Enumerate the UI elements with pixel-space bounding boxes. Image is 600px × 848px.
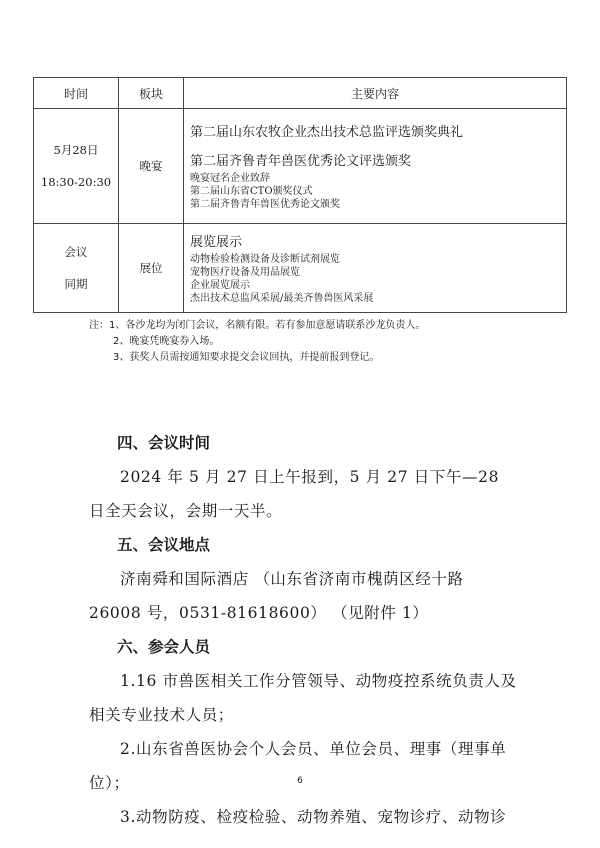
attendee-item: 3.动物防疫、检疫检验、动物养殖、宠物诊疗、动物诊 (120, 808, 507, 826)
header-block: 板块 (119, 78, 184, 109)
row2-item: 企业展览展示 (190, 279, 250, 291)
table-row (34, 109, 567, 224)
section-heading-time: 四、会议时间 (117, 434, 211, 452)
row1-block: 晚宴 (119, 109, 184, 224)
row1-title1: 第二届山东农牧企业杰出技术总监评选颁奖典礼 (190, 124, 464, 140)
row1-date: 5月28日 (53, 143, 99, 157)
row2-item: 杰出技术总监风采展/最美齐鲁兽医风采展 (190, 292, 374, 304)
table-notes (89, 318, 425, 366)
table-row (34, 224, 567, 313)
row1-item: 第二届齐鲁青年兽医优秀论文颁奖 (190, 198, 340, 210)
row1-content-cell (184, 109, 567, 224)
row1-time-cell (34, 109, 119, 224)
note-item: 3、获奖人员需按通知要求提交会议回执，并提前报到登记。 (113, 352, 380, 363)
note-item: 注：1、各沙龙均为闭门会议，名额有限。若有参加意愿请联系沙龙负责人。 (89, 320, 426, 331)
table-header-row (34, 78, 567, 109)
row1-item: 晚宴冠名企业致辞 (190, 172, 270, 184)
row2-item: 宠物医疗设备及用品展览 (190, 266, 300, 278)
row2-time-line2: 同期 (64, 277, 88, 291)
section-heading-attendees: 六、参会人员 (117, 638, 211, 656)
attendee-item: 1.16 市兽医相关工作分管领导、动物疫控系统负责人及相关专业技术人员； (89, 672, 517, 724)
section-heading-venue: 五、会议地点 (117, 536, 211, 554)
row2-title: 展览展示 (190, 234, 243, 250)
row1-hours: 18:30-20:30 (40, 175, 112, 189)
note-item: 2、晚宴凭晚宴券入场。 (113, 336, 220, 347)
section-text-venue: 济南舜和国际酒店 （山东省济南市槐荫区经十路 26008 号，0531-81618600） （见附件 1） (89, 570, 464, 622)
row2-item: 动物检验检测设备及诊断试剂展览 (190, 253, 340, 265)
row2-content-cell (184, 224, 567, 313)
page-number: 6 (297, 776, 303, 786)
section-text-time: 2024 年 5 月 27 日上午报到，5 月 27 日下午—28 日全天会议，会期一天半。 (89, 468, 500, 520)
row1-title2: 第二届齐鲁青年兽医优秀论文评选颁奖 (190, 153, 412, 169)
row2-block: 展位 (119, 224, 184, 313)
body-text (89, 426, 519, 834)
attendee-item: 2.山东省兽医协会个人会员、单位会员、理事（理事单位）； (89, 740, 507, 792)
row1-item: 第二届山东省CTO颁奖仪式 (190, 185, 313, 197)
header-time: 时间 (34, 78, 119, 109)
row2-time-line1: 会议 (64, 245, 88, 259)
schedule-table (33, 77, 567, 313)
header-content: 主要内容 (184, 78, 567, 109)
row2-time-cell (34, 224, 119, 313)
